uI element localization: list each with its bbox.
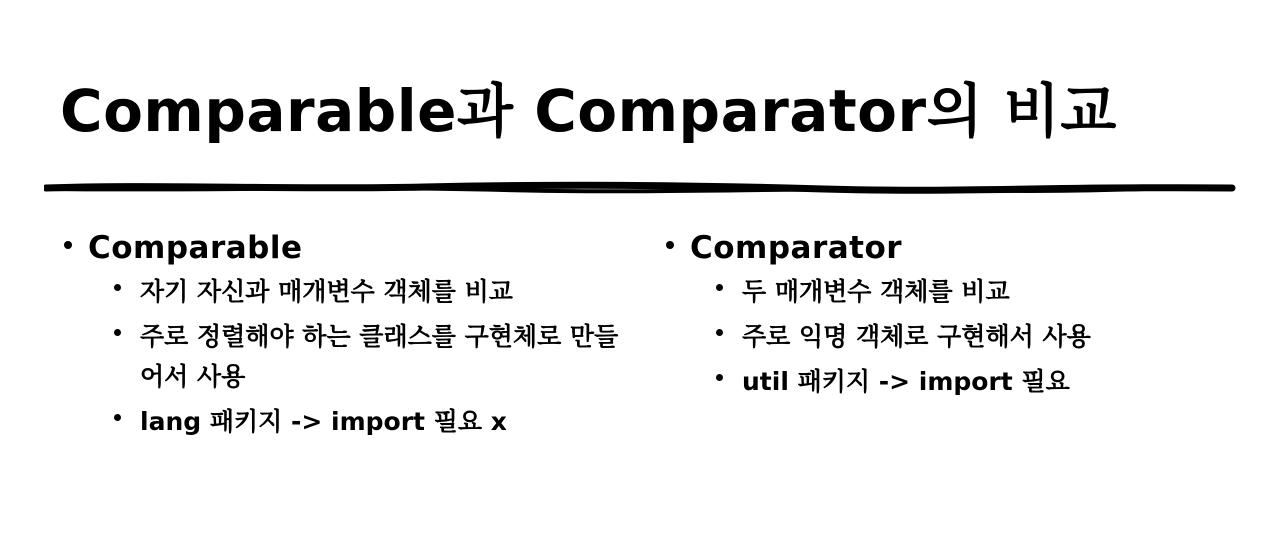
bullet-icon: [114, 329, 121, 336]
comparator-item-1: 두 매개변수 객체를 비교: [742, 277, 1010, 306]
comparator-heading: Comparator: [690, 230, 903, 266]
bullet-icon: [114, 414, 121, 421]
comparable-column: [60, 226, 620, 447]
list-item: [712, 317, 1182, 357]
comparable-item-3: lang 패키지 -> import 필요 x: [140, 407, 507, 436]
comparable-sublist: [110, 272, 620, 442]
comparable-item-1: 자기 자신과 매개변수 객체를 비교: [140, 277, 513, 306]
list-item: [662, 226, 1182, 402]
bullet-icon: [114, 284, 121, 291]
list-item: [712, 272, 1182, 312]
comparator-column: [662, 226, 1182, 407]
list-item: [110, 402, 620, 442]
list-item: [110, 317, 620, 397]
bullet-icon: [716, 329, 723, 336]
page-title: Comparable과 Comparator의 비교: [60, 77, 1117, 145]
bullet-icon: [666, 241, 674, 249]
list-item: [712, 362, 1182, 402]
bullet-icon: [716, 374, 723, 381]
comparator-sublist: [712, 272, 1182, 402]
bullet-icon: [64, 241, 72, 249]
bullet-icon: [716, 284, 723, 291]
comparable-item-2: 주로 정렬해야 하는 클래스를 구현체로 만들어서 사용: [140, 322, 619, 391]
list-item: [110, 272, 620, 312]
comparable-list: [60, 226, 620, 442]
comparator-item-3: util 패키지 -> import 필요: [742, 367, 1070, 396]
comparable-heading: Comparable: [88, 230, 303, 266]
comparator-list: [662, 226, 1182, 402]
list-item: [60, 226, 620, 442]
title-divider: [44, 178, 1236, 198]
comparator-item-2: 주로 익명 객체로 구현해서 사용: [742, 322, 1091, 351]
